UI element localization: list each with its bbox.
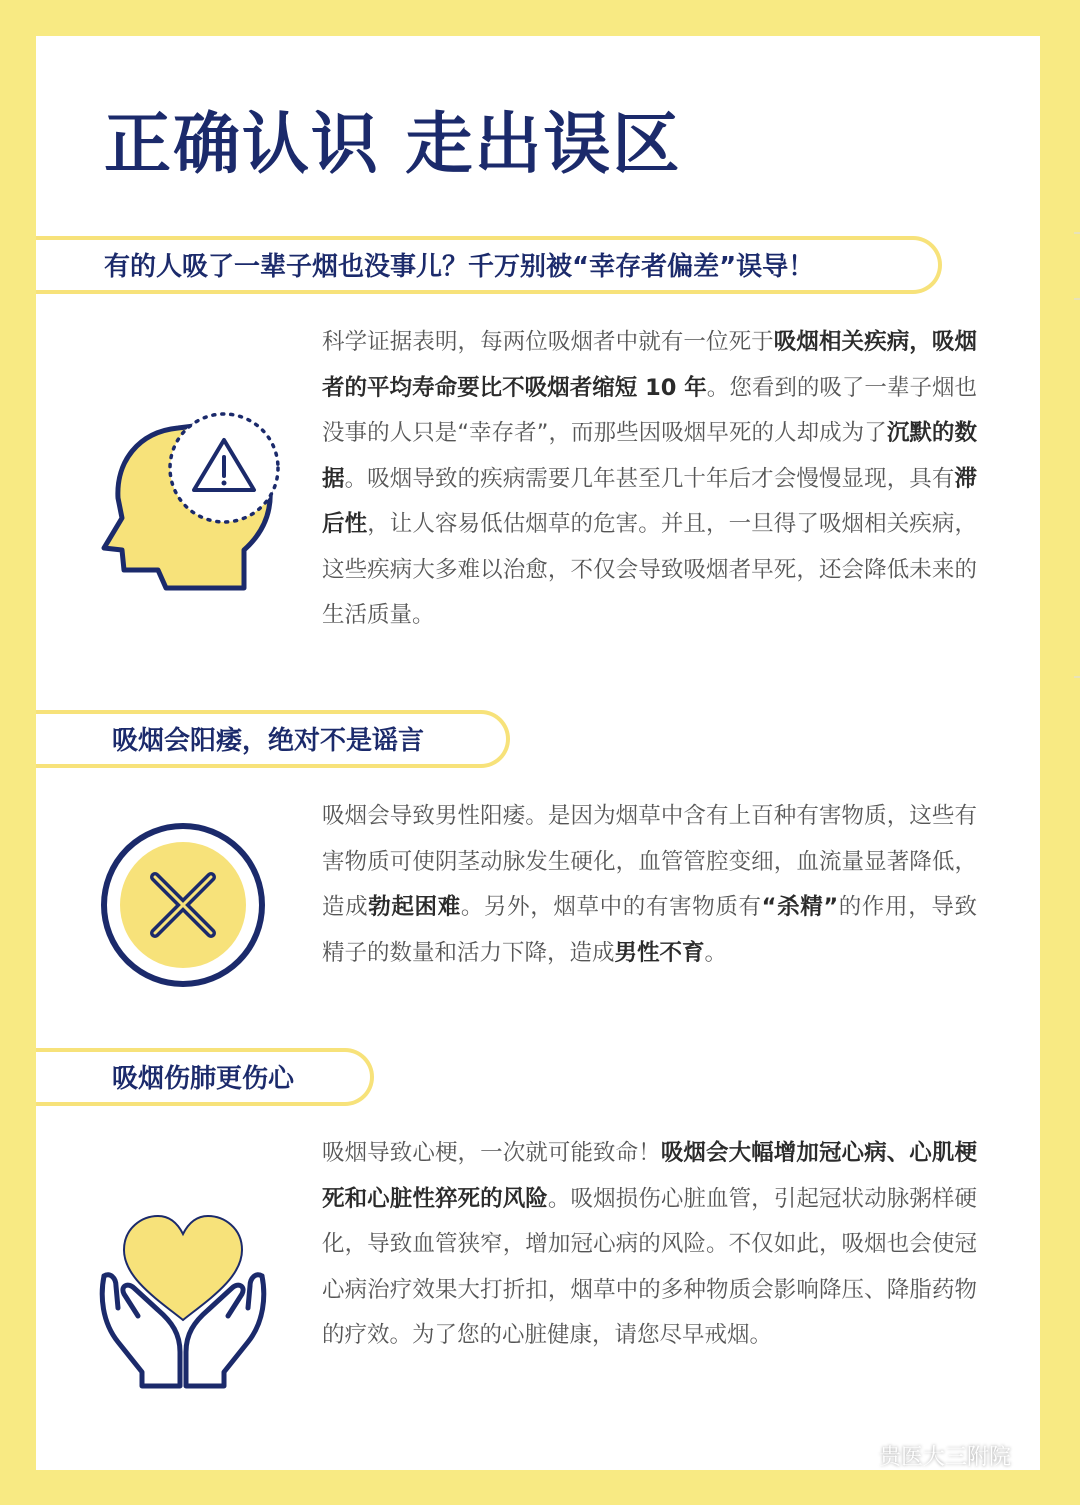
watermark-text: 贵医大三附院 [879,1445,1012,1470]
text-run: 。吸烟损伤心脏血管，引起冠状动脉粥样硬化，导致血管狭窄，增加冠心病的风险。不仅如此，吸烟也会使冠心病治疗效果大打折扣，烟草中的多种物质会影响降压、降脂药物的疗效。为了您的心脏健康，请您尽早戒烟。 [322,1185,977,1348]
hands-heart-icon [98,1212,268,1392]
text-run: 的作用，导致精子的数量和活力下降，造成 [322,894,977,966]
section-heading: 有的人吸了一辈子烟也没事儿？千万别被“幸存者偏差”误导！ [104,252,815,282]
text-run-bold: 吸烟相关疾病，吸烟者的平均寿命要比不吸烟者缩短 10 年 [322,329,977,401]
section-heading: 吸烟伤肺更伤心 [112,1064,295,1094]
text-run: 。吸烟导致的疾病需要几年甚至几十年后才会慢慢显现，具有 [344,465,955,492]
edge-divider [1074,676,1080,678]
watermark [835,1440,1011,1471]
text-run-bold: 滞后性 [322,465,977,537]
edge-divider [1074,298,1080,300]
text-run-bold: 吸烟会大幅增加冠心病、心肌梗死和心脏性猝死的风险 [322,1140,977,1212]
section-heading: 吸烟会阳痿，绝对不是谣言 [112,726,425,756]
text-run: 。另外，烟草中的有害物质有 [460,894,762,920]
page-title: 正确认识 走出误区 [104,105,682,183]
text-run: 科学证据表明，每两位吸烟者中就有一位死于 [322,329,774,355]
wechat-icon [835,1441,871,1471]
text-run-bold: 男性不育 [614,939,705,966]
head-warning-icon [98,410,288,595]
section-paragraph [322,794,977,976]
text-run: 。您看到的吸了一辈子烟也没事的人只是“幸存者”，而那些因吸烟早死的人却成为了 [322,374,977,446]
section-paragraph [322,1131,977,1359]
edge-divider [1074,232,1080,234]
text-run-bold: 沉默的数据 [322,420,977,492]
text-run: 吸烟导致心梗，一次就可能致命！ [322,1140,661,1166]
text-run: 吸烟会导致男性阳痿。是因为烟草中含有上百种有害物质，这些有害物质可使阴茎动脉发生硬化，血管管腔变细，血流量显著降低，造成 [322,803,977,920]
text-run: ，让人容易低估烟草的危害。并且，一旦得了吸烟相关疾病，这些疾病大多难以治愈，不仅会导致吸烟者早死，还会降低未来的生活质量。 [322,511,977,628]
text-run-bold: 勃起困难 [368,894,461,920]
text-run-bold: “杀精” [761,894,839,920]
text-run: 。 [704,939,728,966]
cross-circle-icon [100,822,266,988]
section-paragraph [322,320,977,639]
